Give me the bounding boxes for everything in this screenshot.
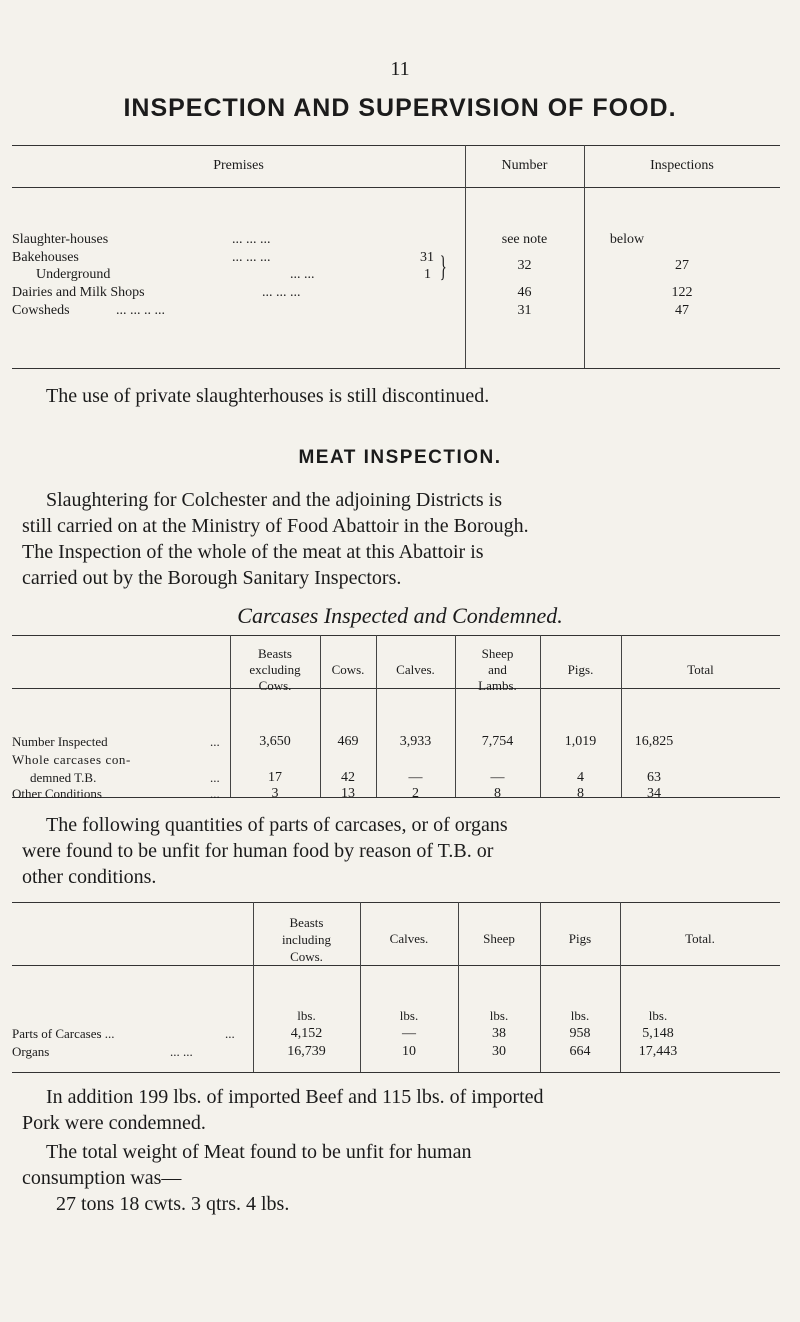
paragraph-line: other conditions.: [22, 866, 157, 888]
header-line: Beasts: [289, 915, 324, 930]
premises-number: see note: [501, 232, 548, 247]
premises-name: Dairies and Milk Shops: [12, 285, 145, 300]
value-cell: 8: [577, 786, 584, 801]
value-cell: 958: [569, 1026, 591, 1041]
value-cell: 34: [647, 786, 661, 801]
rule: [12, 1072, 780, 1073]
value-cell: 3,650: [259, 734, 291, 749]
unit-label: lbs.: [297, 1008, 316, 1023]
row-label: Organs: [12, 1044, 50, 1059]
column-rule: [465, 145, 466, 368]
value-cell: —: [490, 770, 505, 785]
page-title: INSPECTION AND SUPERVISION OF FOOD.: [123, 94, 677, 122]
header-sheep: [455, 646, 540, 694]
header-line: Cows.: [258, 678, 292, 693]
rule: [12, 688, 780, 689]
value-cell: 2: [412, 786, 419, 801]
premises-inspections: 27: [675, 258, 689, 273]
table-caption: Carcases Inspected and Condemned.: [237, 603, 563, 628]
row-label: Parts of Carcases ...: [12, 1026, 115, 1041]
dot-leader: ...: [210, 734, 220, 749]
section-heading: MEAT INSPECTION.: [298, 447, 502, 468]
row-label: Other Conditions: [12, 786, 102, 801]
value-cell: 1,019: [564, 734, 597, 749]
header-line: Sheep: [481, 646, 514, 661]
header-sheep: Sheep: [483, 931, 515, 946]
header-calves: Calves.: [389, 931, 429, 946]
dot-leader: ... ... ...: [262, 285, 301, 300]
paragraph-line: Pork were condemned.: [22, 1112, 206, 1134]
header-total: Total.: [685, 931, 715, 946]
premises-number: 32: [517, 258, 532, 273]
paragraph-line: carried out by the Borough Sanitary Inspectors.: [22, 567, 402, 589]
header-line: Cows.: [290, 949, 323, 964]
premises-inspections: 47: [675, 303, 689, 318]
unit-label: lbs.: [399, 1008, 419, 1023]
header-beasts: [253, 914, 360, 965]
row-label: Number Inspected: [12, 734, 108, 749]
paragraph-line: The total weight of Meat found to be unfit for human: [46, 1141, 472, 1163]
rule: [12, 187, 780, 188]
header-line: Lambs.: [478, 678, 517, 693]
premises-subcount: 1: [424, 267, 431, 282]
header-beasts: [230, 646, 320, 694]
column-rule: [584, 145, 585, 368]
unit-label: lbs.: [648, 1008, 668, 1023]
dot-leader: ...: [210, 786, 220, 801]
value-cell: 469: [337, 734, 359, 749]
page-number: 11: [390, 58, 410, 80]
premises-name: Slaughter-houses: [12, 232, 109, 247]
header-line: excluding: [249, 662, 301, 677]
header-line: Beasts: [258, 646, 292, 661]
premises-number: 46: [517, 285, 532, 300]
rule: [12, 965, 780, 966]
paragraph-line: Slaughtering for Colchester and the adjoining Districts is: [46, 489, 503, 511]
unit-label: lbs.: [489, 1008, 509, 1023]
unit-label: lbs.: [570, 1008, 590, 1023]
rule: [12, 145, 780, 146]
header-premises: Premises: [213, 158, 264, 173]
total-weight: 27 tons 18 cwts. 3 qtrs. 4 lbs.: [56, 1193, 290, 1215]
premises-name: Bakehouses: [12, 250, 79, 265]
paragraph-line: The following quantities of parts of carcases, or of organs: [46, 814, 508, 836]
value-cell: 42: [341, 770, 355, 785]
value-cell: 5,148: [642, 1026, 674, 1041]
premises-name: Underground: [36, 267, 111, 282]
premises-number: 31: [517, 303, 532, 318]
premises-inspections: below: [609, 232, 645, 247]
dot-leader: ... ... .. ...: [116, 303, 165, 318]
dot-leader: ...: [225, 1026, 235, 1041]
value-cell: 3: [271, 786, 279, 801]
brace-glyph: }: [439, 250, 447, 283]
header-calves: Calves.: [396, 662, 435, 677]
value-cell: 16,739: [287, 1044, 326, 1059]
paragraph-line: still carried on at the Ministry of Food Abattoir in the Borough.: [22, 515, 529, 537]
dot-leader: ... ...: [170, 1044, 193, 1059]
dot-leader: ... ... ...: [232, 232, 271, 247]
value-cell: 664: [569, 1044, 591, 1059]
paragraph-line: The Inspection of the whole of the meat at this Abattoir is: [22, 541, 484, 563]
paragraph-line: In addition 199 lbs. of imported Beef and 115 lbs. of imported: [46, 1086, 544, 1108]
note-slaughterhouses: The use of private slaughterhouses is still discontinued.: [46, 385, 490, 407]
header-number: Number: [501, 158, 548, 173]
rule: [12, 368, 780, 369]
value-cell: 3,933: [399, 734, 432, 749]
value-cell: 30: [492, 1044, 506, 1059]
value-cell: 17,443: [638, 1044, 678, 1059]
premises-subcount: 31: [420, 250, 434, 265]
header-line: and: [488, 662, 507, 677]
dot-leader: ... ...: [290, 267, 315, 282]
header-cows: Cows.: [331, 662, 365, 677]
row-label: demned T.B.: [30, 770, 97, 785]
dot-leader: ... ... ...: [232, 250, 271, 265]
premises-inspections: 122: [671, 285, 693, 300]
value-cell: —: [402, 1026, 416, 1041]
rule: [12, 635, 780, 636]
premises-name: Cowsheds: [12, 303, 70, 318]
rule: [12, 902, 780, 903]
value-cell: 16,825: [634, 734, 674, 749]
value-cell: 13: [341, 786, 355, 801]
header-total: Total: [687, 662, 714, 677]
header-pigs: Pigs: [568, 931, 592, 946]
value-cell: 8: [494, 786, 501, 801]
header-pigs: Pigs.: [567, 662, 594, 677]
header-line: including: [281, 932, 332, 947]
value-cell: 7,754: [481, 734, 514, 749]
value-cell: 4,152: [290, 1026, 323, 1041]
value-cell: 10: [402, 1044, 416, 1059]
paragraph-line: consumption was—: [22, 1167, 182, 1189]
value-cell: 17: [268, 770, 282, 785]
row-label: Whole carcases con-: [12, 752, 131, 767]
value-cell: 4: [577, 770, 584, 785]
paragraph-line: were found to be unfit for human food by reason of T.B. or: [22, 840, 494, 862]
value-cell: —: [408, 770, 423, 785]
value-cell: 38: [492, 1026, 506, 1041]
dot-leader: ...: [210, 770, 220, 785]
value-cell: 63: [647, 770, 661, 785]
header-inspections: Inspections: [650, 158, 714, 173]
